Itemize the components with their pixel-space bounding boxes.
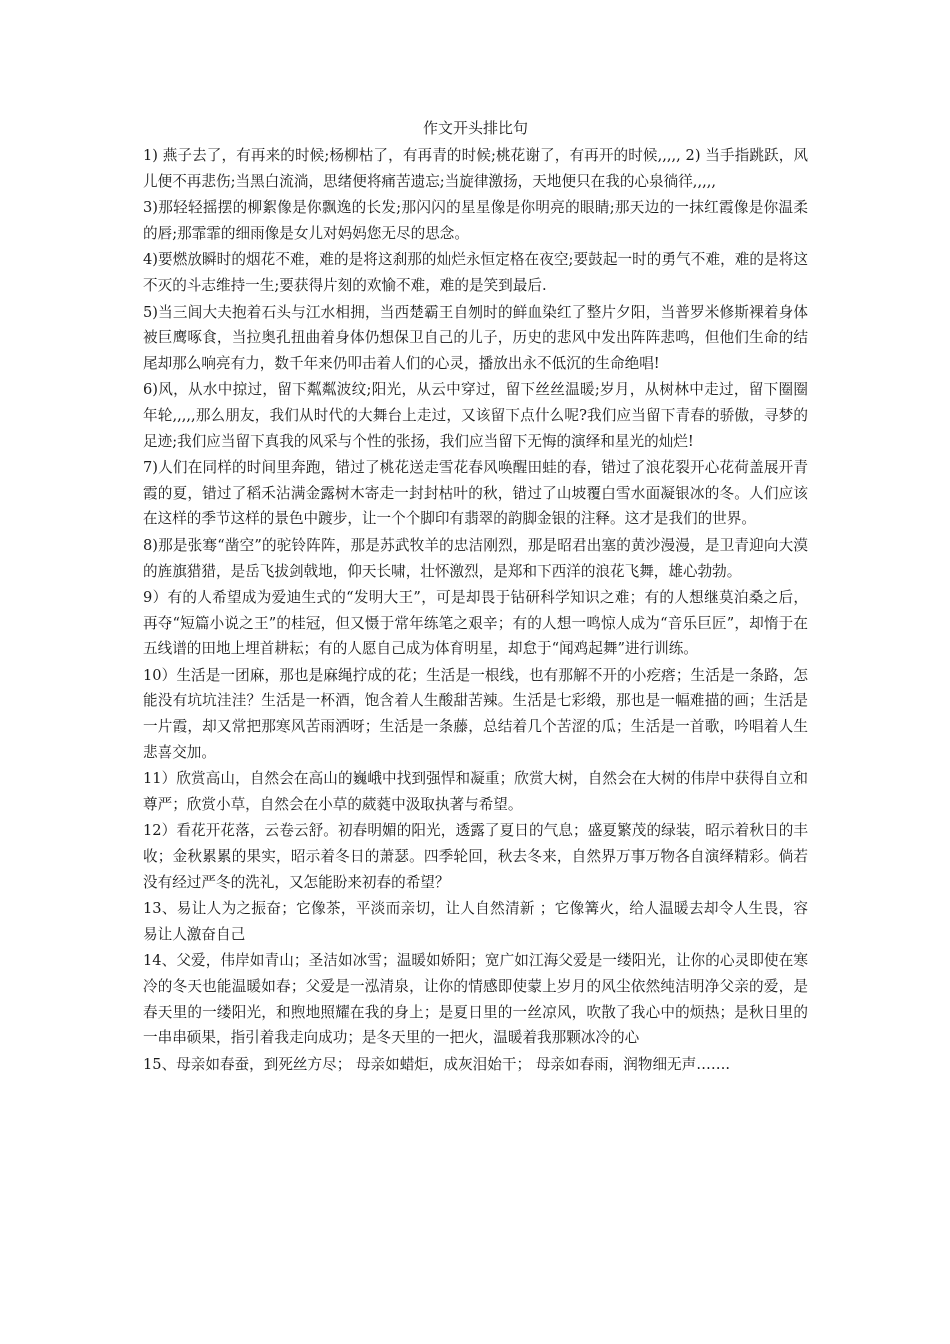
paragraph-14: 14、父爱，伟岸如青山；圣洁如冰雪；温暖如娇阳；宽广如江海父爱是一缕阳光，让你的心灵即使在寒冷的冬天也能温暖如春；父爱是一泓清泉，让你的情感即使蒙上岁月的风尘依然纯洁明净父亲的爱，是春天里的一缕阳光，和煦地照耀在我的身上；是夏日里的一丝凉风，吹散了我心中的烦热；是秋日里的一串串硕果，指引着我走向成功；是冬天里的一把火，温暖着我那颗冰冷的心 <box>143 952 808 1047</box>
paragraph-10: 10）生活是一团麻，那也是麻绳拧成的花；生活是一根线，也有那解不开的小疙瘩；生活是一条路，怎能没有坑坑洼洼？生活是一杯酒，饱含着人生酸甜苦辣。生活是七彩缎，那也是一幅难描的画；生活是一片霞，却又常把那寒风苦雨洒呀；生活是一条藤，总结着几个苦涩的瓜；生活是一首歌，吟唱着人生悲喜交加。 <box>143 666 808 761</box>
paragraph-9: 9）有的人希望成为爱迪生式的“发明大王”，可是却畏于钻研科学知识之难；有的人想继莫泊桑之后，再夺“短篇小说之王”的桂冠，但又慑于常年练笔之艰辛；有的人想一鸣惊人成为“音乐巨匠”，却惰于在五线谱的田地上埋首耕耘；有的人愿自己成为体育明星，却怠于“闻鸡起舞”进行训练。 <box>143 589 808 658</box>
paragraph-11: 11）欣赏高山，自然会在高山的巍峨中找到强悍和凝重；欣赏大树，自然会在大树的伟岸中获得自立和尊严；欣赏小草，自然会在小草的葳蕤中汲取执著与希望。 <box>143 770 808 813</box>
paragraph-15: 15、母亲如春蚕，到死丝方尽； 母亲如蜡炬，成灰泪始干； 母亲如春雨，润物细无声……. <box>143 1055 731 1073</box>
document-title: 作文开头排比句 <box>422 119 528 137</box>
paragraph-12: 12）看花开花落，云卷云舒。初春明媚的阳光，透露了夏日的气息；盛夏繁茂的绿装，昭示着秋日的丰收；金秋累累的果实，昭示着冬日的萧瑟。四季轮回，秋去冬来，自然界万事万物各自演绎精彩。倘若没有经过严冬的洗礼，又怎能盼来初春的希望？ <box>143 822 808 891</box>
paragraph-3: 3)那轻轻摇摆的柳絮像是你飘逸的长发;那闪闪的星星像是你明亮的眼睛;那天边的一抹红霞像是你温柔的唇;那霏霏的细雨像是女儿对妈妈您无尽的思念。 <box>143 199 808 242</box>
paragraph-5: 5)当三闾大夫抱着石头与江水相拥，当西楚霸王自刎时的鲜血染红了整片夕阳，当普罗米修斯裸着身体被巨鹰啄食，当拉奥孔扭曲着身体仍想保卫自己的儿子，历史的悲风中发出阵阵悲鸣，但他们生命的结尾却那么响亮有力，数千年来仍叩击着人们的心灵，播放出永不低沉的生命绝唱! <box>143 303 808 372</box>
paragraph-13: 13、易让人为之振奋；它像茶，平淡而亲切，让人自然清新 ；它像篝火，给人温暖去却令人生畏，容易让人激奋自己 <box>143 900 808 943</box>
document-page <box>143 115 808 1078</box>
paragraph-7: 7)人们在同样的时间里奔跑，错过了桃花送走雪花春风唤醒田蛙的春，错过了浪花裂开心花荷盖展开青霞的夏，错过了稻禾沾满金露树木寄走一封封枯叶的秋，错过了山坡覆白雪水面凝银冰的冬。人们应该在这样的季节这样的景色中踱步，让一个个脚印有翡翠的韵脚金银的注释。这才是我们的世界。 <box>143 459 808 528</box>
paragraph-8: 8)那是张骞“凿空”的驼铃阵阵，那是苏武牧羊的忠洁刚烈，那是昭君出塞的黄沙漫漫，是卫青迎向大漠的旌旗猎猎，是岳飞拔剑戟地，仰天长啸，壮怀激烈，是郑和下西洋的浪花飞舞，雄心勃勃。 <box>143 536 808 580</box>
paragraph-6: 6)风，从水中掠过，留下粼粼波纹;阳光，从云中穿过，留下丝丝温暖;岁月，从树林中走过，留下圈圈年轮,,,,,那么朋友，我们从时代的大舞台上走过，又该留下点什么呢?我们应当留下青春的骄傲，寻梦的足迹;我们应当留下真我的风采与个性的张扬，我们应当留下无悔的演绎和星光的灿烂! <box>143 381 808 450</box>
paragraph-1-2: 1) 燕子去了，有再来的时候;杨柳枯了，有再青的时候;桃花谢了，有再开的时候,,,,, 2) 当手指跳跃，风儿便不再悲伤;当黑白流淌，思绪便将痛苦遗忘;当旋律激扬，天地便只在我的心泉徜徉,,,,, <box>143 147 808 190</box>
paragraph-4: 4)要燃放瞬时的烟花不难，难的是将这刹那的灿烂永恒定格在夜空;要鼓起一时的勇气不难，难的是将这不灭的斗志维持一生;要获得片刻的欢愉不难，难的是笑到最后. <box>143 251 808 294</box>
